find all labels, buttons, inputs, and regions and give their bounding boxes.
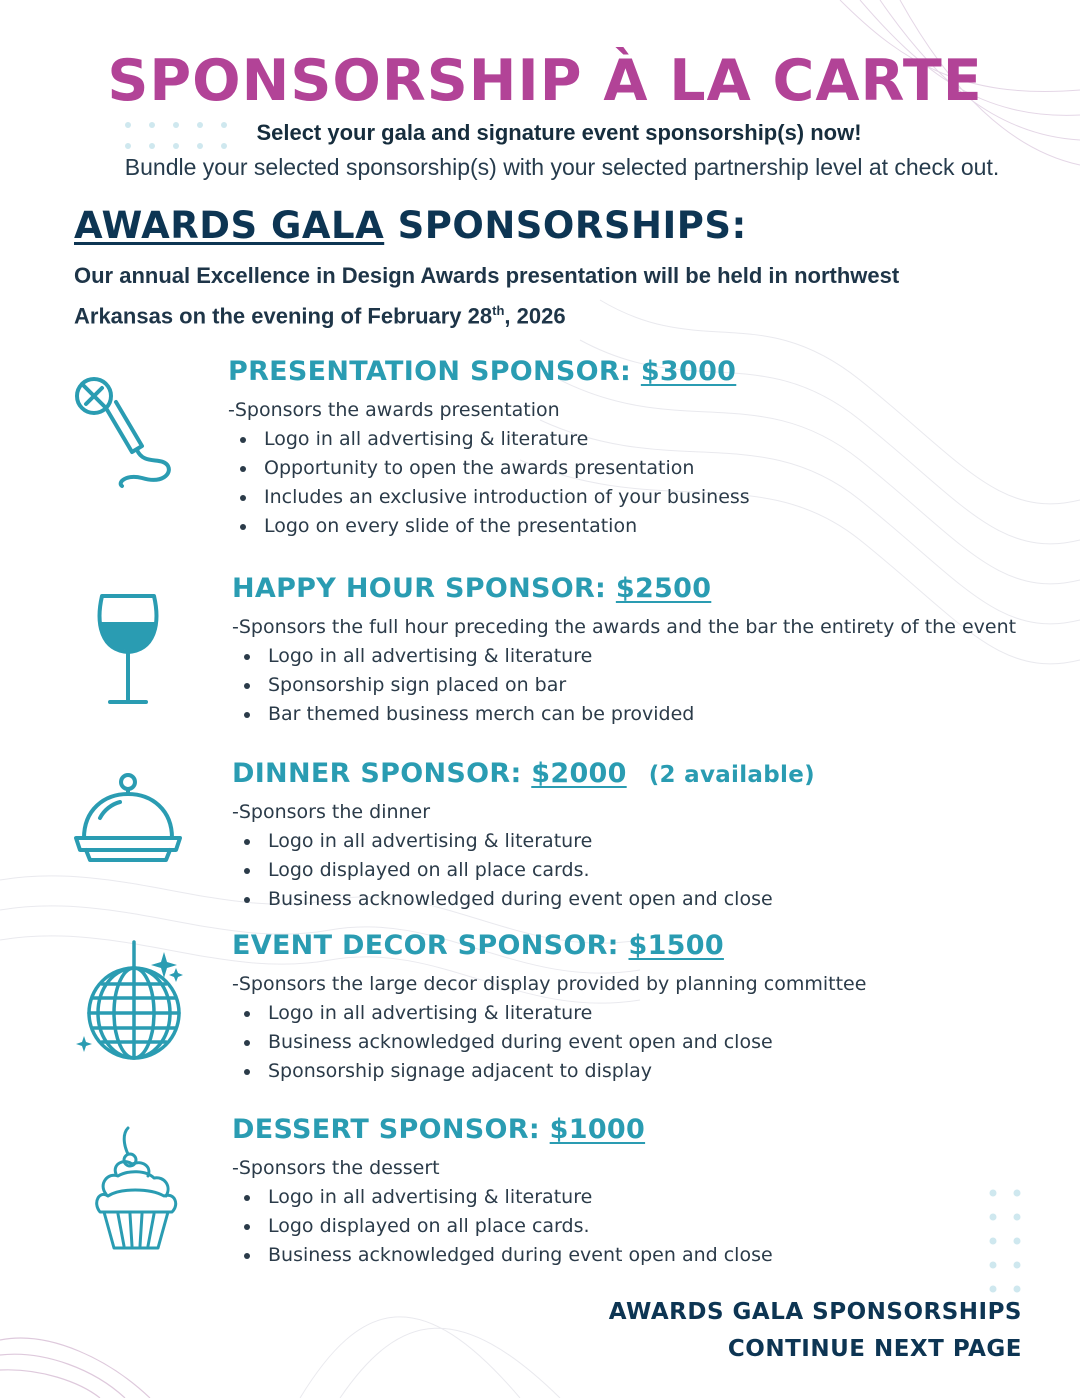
sponsor-name: PRESENTATION SPONSOR:	[228, 356, 641, 387]
sponsor-name: DINNER SPONSOR:	[232, 758, 532, 789]
list-item: Opportunity to open the awards presentation	[264, 454, 750, 483]
cupcake-icon	[94, 1124, 178, 1252]
sponsor-benefits-list	[232, 999, 866, 1086]
list-item: Logo in all advertising & literature	[268, 1183, 773, 1212]
sponsor-heading	[232, 758, 815, 789]
intro-date-sup: th	[492, 303, 505, 318]
sponsor-name: HAPPY HOUR SPONSOR:	[232, 573, 616, 604]
sponsor-heading	[232, 1114, 773, 1145]
decorative-dots-bottom	[986, 1186, 1026, 1296]
microphone-icon	[72, 374, 172, 490]
list-item: Business acknowledged during event open and close	[268, 1028, 866, 1057]
sponsor-price: $3000	[640, 356, 737, 387]
list-item: Business acknowledged during event open and close	[268, 1241, 773, 1270]
wine-glass-icon	[96, 592, 160, 706]
sponsor-benefits-list	[228, 425, 750, 541]
section-heading-underlined: AWARDS GALA	[74, 204, 385, 247]
list-item: Logo in all advertising & literature	[268, 642, 1016, 671]
sponsor-heading	[228, 356, 750, 387]
list-item: Logo in all advertising & literature	[268, 827, 815, 856]
list-item: Business acknowledged during event open and close	[268, 885, 815, 914]
sponsor-benefits-list	[232, 1183, 773, 1270]
sponsor-availability: (2 available)	[648, 762, 815, 788]
sponsor-presentation	[228, 356, 750, 541]
sponsor-description: -Sponsors the dinner	[232, 801, 431, 823]
list-item: Sponsorship signage adjacent to display	[268, 1057, 866, 1086]
sponsor-dessert	[232, 1114, 773, 1270]
sponsor-description: -Sponsors the large decor display provided by planning committee	[232, 973, 867, 995]
intro-year-text: , 2026	[504, 303, 566, 329]
list-item: Includes an exclusive introduction of your business	[264, 483, 750, 512]
bundle-note: Bundle your selected sponsorship(s) with your selected partnership level at check out.	[124, 154, 1000, 180]
list-item: Logo displayed on all place cards.	[268, 856, 815, 885]
list-item: Bar themed business merch can be provided	[268, 700, 1016, 729]
intro-line-2	[74, 293, 994, 333]
list-item: Logo in all advertising & literature	[268, 999, 866, 1028]
sponsor-price: $1000	[549, 1114, 646, 1145]
list-item: Logo in all advertising & literature	[264, 425, 750, 454]
section-heading-rest: SPONSORSHIPS:	[384, 204, 747, 247]
sponsor-dinner	[232, 758, 815, 914]
section-heading	[74, 204, 747, 247]
sponsor-name: EVENT DECOR SPONSOR:	[232, 930, 629, 961]
sponsor-price: $2500	[615, 573, 712, 604]
sponsor-price: $1500	[628, 930, 724, 961]
sponsor-name: DESSERT SPONSOR:	[232, 1114, 550, 1145]
list-item: Logo displayed on all place cards.	[268, 1212, 773, 1241]
list-item: Sponsorship sign placed on bar	[268, 671, 1016, 700]
sponsor-event-decor	[232, 930, 866, 1086]
footer-continue-note	[609, 1294, 1022, 1368]
sponsor-heading	[232, 930, 866, 961]
intro-date-text: Arkansas on the evening of February 28	[74, 303, 493, 329]
sponsor-benefits-list	[232, 642, 1016, 729]
footer-line-2: CONTINUE NEXT PAGE	[727, 1336, 1022, 1362]
sponsor-description: -Sponsors the dessert	[232, 1157, 440, 1179]
footer-line-1: AWARDS GALA SPONSORSHIPS	[608, 1299, 1022, 1325]
sponsor-heading	[232, 573, 1016, 604]
sponsor-description: -Sponsors the awards presentation	[228, 399, 560, 421]
list-item: Logo on every slide of the presentation	[264, 512, 750, 541]
intro-line-1: Our annual Excellence in Design Awards presentation will be held in northwest	[74, 263, 900, 288]
cloche-icon	[72, 770, 184, 866]
sponsor-price: $2000	[531, 758, 627, 789]
sponsor-benefits-list	[232, 827, 815, 914]
page-subtitle: Select your gala and signature event sponsorship(s) now!	[256, 120, 862, 145]
page-title: SPONSORSHIP À LA CARTE	[107, 48, 983, 114]
sponsor-happy-hour	[232, 573, 1016, 729]
disco-ball-icon	[72, 940, 192, 1066]
sponsor-description: -Sponsors the full hour preceding the awards and the bar the entirety of the event	[232, 616, 1017, 638]
section-intro	[74, 258, 994, 333]
